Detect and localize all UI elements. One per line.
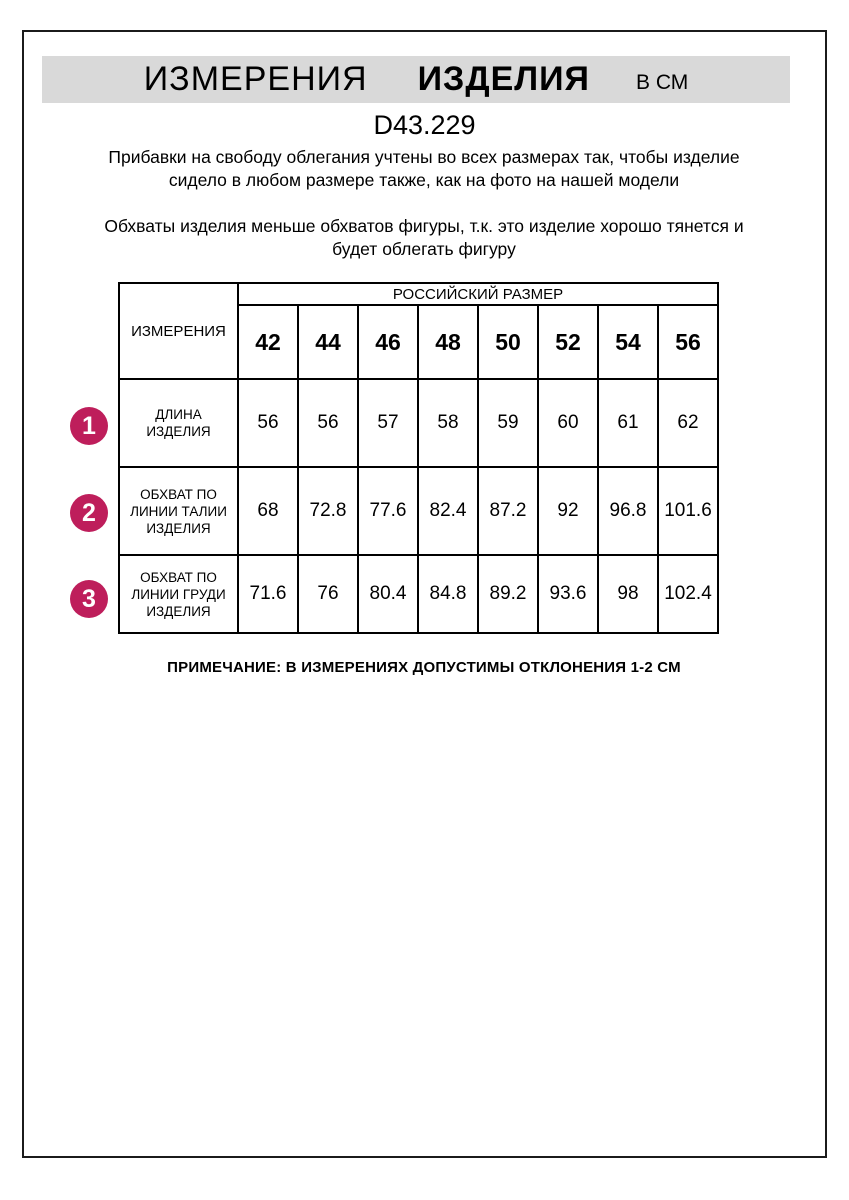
size-header-cell: 50 xyxy=(478,305,538,379)
size-header-cell: 46 xyxy=(358,305,418,379)
value-cell: 60 xyxy=(538,379,598,467)
value-cell: 77.6 xyxy=(358,467,418,555)
banner-title-measurements: ИЗМЕРЕНИЯ xyxy=(143,60,368,98)
row-marker-2: 2 xyxy=(70,494,108,532)
value-cell: 80.4 xyxy=(358,555,418,633)
value-cell: 93.6 xyxy=(538,555,598,633)
table-row-chest xyxy=(119,555,718,633)
value-cell: 82.4 xyxy=(418,467,478,555)
size-header-cell: 42 xyxy=(238,305,298,379)
size-header-cell: 56 xyxy=(658,305,718,379)
value-cell: 89.2 xyxy=(478,555,538,633)
row-label-waist: ОБХВАТ ПО ЛИНИИ ТАЛИИ ИЗДЕЛИЯ xyxy=(119,467,238,555)
banner-unit-label: В СМ xyxy=(635,70,689,94)
table-row-waist xyxy=(119,467,718,555)
row-label-length: ДЛИНА ИЗДЕЛИЯ xyxy=(119,379,238,467)
size-header-cell: 52 xyxy=(538,305,598,379)
value-cell: 98 xyxy=(598,555,658,633)
size-header-cell: 44 xyxy=(298,305,358,379)
value-cell: 61 xyxy=(598,379,658,467)
size-header-cell: 54 xyxy=(598,305,658,379)
value-cell: 87.2 xyxy=(478,467,538,555)
size-header-cell: 48 xyxy=(418,305,478,379)
size-chart-table xyxy=(118,282,719,634)
value-cell: 56 xyxy=(238,379,298,467)
russian-size-header-cell: РОССИЙСКИЙ РАЗМЕР xyxy=(238,283,718,305)
value-cell: 56 xyxy=(298,379,358,467)
banner-title-product: ИЗДЕЛИЯ xyxy=(417,60,590,98)
intro-paragraph-fit: Прибавки на свободу облегания учтены во всех размерах так, чтобы изделие сидело в любом размере также, как на фото на нашей модели xyxy=(108,147,740,190)
value-cell: 76 xyxy=(298,555,358,633)
row-marker-3: 3 xyxy=(70,580,108,618)
value-cell: 72.8 xyxy=(298,467,358,555)
value-cell: 59 xyxy=(478,379,538,467)
intro-paragraph-stretch: Обхваты изделия меньше обхватов фигуры, т.к. это изделие хорошо тянется и будет облегать фигуру xyxy=(104,216,744,259)
header-banner xyxy=(42,56,790,103)
row-label-chest: ОБХВАТ ПО ЛИНИИ ГРУДИ ИЗДЕЛИЯ xyxy=(119,555,238,633)
value-cell: 84.8 xyxy=(418,555,478,633)
value-cell: 101.6 xyxy=(658,467,718,555)
table-group-header-row xyxy=(119,283,718,305)
value-cell: 57 xyxy=(358,379,418,467)
article-code: D43.229 xyxy=(373,110,476,140)
row-marker-1: 1 xyxy=(70,407,108,445)
value-cell: 62 xyxy=(658,379,718,467)
table-row-length xyxy=(119,379,718,467)
value-cell: 96.8 xyxy=(598,467,658,555)
measurements-header-cell: ИЗМЕРЕНИЯ xyxy=(119,283,238,379)
value-cell: 71.6 xyxy=(238,555,298,633)
tolerance-note: ПРИМЕЧАНИЕ: В ИЗМЕРЕНИЯХ ДОПУСТИМЫ ОТКЛОНЕНИЯ 1-2 СМ xyxy=(167,659,681,676)
value-cell: 92 xyxy=(538,467,598,555)
value-cell: 102.4 xyxy=(658,555,718,633)
value-cell: 68 xyxy=(238,467,298,555)
value-cell: 58 xyxy=(418,379,478,467)
